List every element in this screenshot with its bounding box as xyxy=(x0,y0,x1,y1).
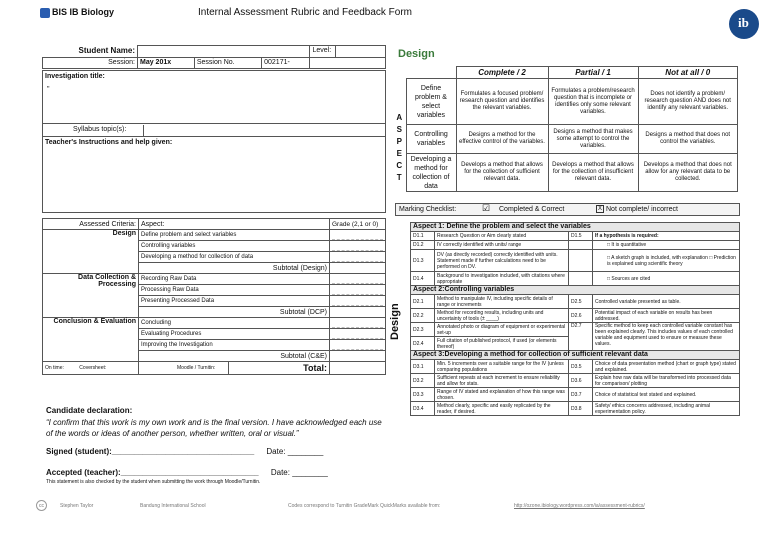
item-code: D1.5 xyxy=(569,232,593,241)
rubric-complete: Formulates a focused problem/ research question and identifies the relevant variables. xyxy=(456,79,548,125)
checklist-table xyxy=(410,222,740,416)
item-code: D3.4 xyxy=(411,402,435,416)
rubric-aspect: Developing a method for collection of data xyxy=(406,154,456,192)
item-text[interactable]: Potential impact of each variable on results has been addressed. xyxy=(593,309,740,323)
subtotal-cell[interactable] xyxy=(330,351,386,362)
subtotal-dcp: Subtotal (DCP) xyxy=(139,307,330,318)
aspect-row: Developing a method for collection of data xyxy=(139,252,330,263)
col-none: Not at all / 0 xyxy=(638,67,738,79)
item-text[interactable]: Method to manipulate IV, including specific details of range or increments xyxy=(435,295,569,309)
investigation-title-value: " xyxy=(47,85,50,93)
checklist-label: Marking Checklist: xyxy=(399,206,457,213)
assessed-criteria-header: Assessed Criteria: xyxy=(43,219,139,230)
aspect-vertical-label: A S P E C T xyxy=(393,79,406,192)
aspect-row: Presenting Processed Data xyxy=(139,296,330,307)
grade-cell[interactable] xyxy=(330,296,386,307)
on-time-label: On time: Coversheet: xyxy=(43,362,139,375)
ib-logo-icon: ib xyxy=(729,9,759,39)
session-value: May 201x xyxy=(138,58,195,69)
session-no-label: Session No. xyxy=(194,58,261,69)
grade-cell[interactable] xyxy=(330,285,386,296)
student-name-label: Student Name: xyxy=(78,46,135,55)
item-code: D2.1 xyxy=(411,295,435,309)
item-text[interactable]: If a hypothesis is required: xyxy=(593,232,740,241)
rubric-complete: Designs a method for the effective control of the variables. xyxy=(456,125,548,154)
item-code: D3.3 xyxy=(411,388,435,402)
incomplete-label: Not complete/ incorrect xyxy=(606,206,678,213)
signed-student[interactable]: Signed (student):________________________________ xyxy=(46,447,255,456)
student-info xyxy=(42,45,386,69)
criteria-design: Design xyxy=(43,230,139,274)
brand-title: BIS IB Biology xyxy=(52,7,115,17)
subtotal-ce: Subtotal (C&E) xyxy=(139,351,330,362)
cc-icon: cc xyxy=(36,500,47,511)
level-label: Level: xyxy=(310,46,336,58)
checkbox-x-icon: X xyxy=(597,206,602,212)
item-text[interactable]: Choice of statistical test stated and explained. xyxy=(593,388,740,402)
grade-cell[interactable] xyxy=(330,340,386,351)
item-code: D2.5 xyxy=(569,295,593,309)
aspect-header: Aspect: xyxy=(139,219,330,230)
item-code: D3.1 xyxy=(411,360,435,374)
candidate-declaration xyxy=(46,406,386,485)
page-title: Internal Assessment Rubric and Feedback Form xyxy=(198,7,412,18)
session-no-value: 002171- xyxy=(262,58,310,69)
grade-cell[interactable] xyxy=(330,241,386,252)
item-text[interactable]: □ A sketch graph is included, with explanation □ Prediction is explained using scientific theory xyxy=(593,250,740,272)
item-code: D1.4 xyxy=(411,272,435,286)
subtotal-cell[interactable] xyxy=(330,263,386,274)
item-code xyxy=(569,272,593,286)
item-text[interactable]: Min. 5 increments over a suitable range for the IV (unless comparing populations xyxy=(435,360,569,374)
item-code: D2.7 xyxy=(569,323,593,351)
item-text[interactable]: Safety/ ethics concerns addressed, including animal experimentation policy. xyxy=(593,402,740,416)
marking-checklist-bar xyxy=(395,203,740,216)
item-code xyxy=(569,241,593,250)
item-code: D3.8 xyxy=(569,402,593,416)
grade-cell[interactable] xyxy=(330,329,386,340)
item-text[interactable]: Full citation of published protocol, if used (or elements thereof) xyxy=(435,337,569,351)
design-rubric xyxy=(393,66,738,192)
footer-url[interactable]: http://ozone.ibiology.wordpress.com/ia/assessment-rubrics/ xyxy=(514,503,645,509)
design-title: Design xyxy=(398,48,435,60)
aspect-row: Concluding xyxy=(139,318,330,329)
level-field[interactable] xyxy=(336,46,386,58)
aspect-row: Recording Raw Data xyxy=(139,274,330,285)
syllabus-field[interactable] xyxy=(143,125,385,136)
signature-student-row xyxy=(46,447,386,456)
item-text[interactable]: Annotated photo or diagram of equipment or experimental set-up xyxy=(435,323,569,337)
student-name-field[interactable] xyxy=(138,46,310,58)
declaration-note: This statement is also checked by the student when submitting the work through Moodle/Turnitin. xyxy=(46,479,261,485)
bis-logo xyxy=(40,8,50,18)
checklist-side-label: Design xyxy=(389,303,401,340)
item-text[interactable]: Method clearly, specific and easily replicated by the reader, if desired. xyxy=(435,402,569,416)
item-text[interactable]: Research Question or Aim clearly stated xyxy=(435,232,569,241)
item-text[interactable]: □ It is quantitative xyxy=(593,241,740,250)
criteria-dcp: Data Collection & Processing xyxy=(43,274,139,318)
item-code: D1.2 xyxy=(411,241,435,250)
session-label: Session: xyxy=(43,58,138,69)
investigation-title-label: Investigation title: xyxy=(45,73,105,80)
grade-header: Grade (2,1 or 0) xyxy=(330,219,386,230)
item-text[interactable]: Sufficient repeats at each increment to ensure reliability and allow for stats. xyxy=(435,374,569,388)
syllabus-label: Syllabus topic(s): xyxy=(73,126,127,133)
item-code: D1.3 xyxy=(411,250,435,272)
rubric-partial: Designs a method that makes some attempt to control the variables. xyxy=(548,125,638,154)
footer-author: Stephen Taylor xyxy=(60,503,94,509)
criteria-table xyxy=(42,218,386,375)
item-code: D1.1 xyxy=(411,232,435,241)
aspect-row: Evaluating Procedures xyxy=(139,329,330,340)
item-code: D2.6 xyxy=(569,309,593,323)
rubric-none: Does not identify a problem/ research question AND does not identify any relevant variables. xyxy=(638,79,738,125)
item-code: D2.4 xyxy=(411,337,435,351)
aspect-row: Processing Raw Data xyxy=(139,285,330,296)
subtotal-design: Subtotal (Design) xyxy=(139,263,330,274)
investigation-box xyxy=(42,70,386,213)
item-code: D3.6 xyxy=(569,374,593,388)
criteria-ce: Conclusion & Evaluation xyxy=(43,318,139,362)
checkbox-checked-icon: ☑ xyxy=(482,203,491,213)
item-code: D3.5 xyxy=(569,360,593,374)
rubric-aspect: Define problem & select variables xyxy=(406,79,456,125)
item-code: D2.3 xyxy=(411,323,435,337)
date-student[interactable]: Date: ________ xyxy=(266,447,324,456)
moodle-label: Moodle / Turnitin: xyxy=(139,362,229,375)
item-code: D3.7 xyxy=(569,388,593,402)
section-title: Aspect 2:Controlling variables xyxy=(411,286,740,295)
aspect-row: Controlling variables xyxy=(139,241,330,252)
item-text[interactable]: Explain how raw data will be transformed into processed data for comparison/ plotting xyxy=(593,374,740,388)
rubric-partial: Develops a method that allows for the collection of insufficient relevant data. xyxy=(548,154,638,192)
aspect-row: Define problem and select variables xyxy=(139,230,330,241)
total-cell[interactable] xyxy=(330,362,386,375)
rubric-partial: Formulates a problem/research question that is incomplete or identifies only some relevant variables. xyxy=(548,79,638,125)
item-text[interactable]: Range of IV stated and explanation of how this range was chosen. xyxy=(435,388,569,402)
session-blank xyxy=(310,58,386,69)
grade-cell[interactable] xyxy=(330,274,386,285)
subtotal-cell[interactable] xyxy=(330,307,386,318)
item-text[interactable]: Choice of data presentation method (chart or graph type) stated and explained. xyxy=(593,360,740,374)
total-label: Total: xyxy=(229,362,330,375)
declaration-heading: Candidate declaration: xyxy=(46,406,133,415)
item-text[interactable]: Method for recording results, including units and uncertainty of tools (± ____) xyxy=(435,309,569,323)
item-code: D2.2 xyxy=(411,309,435,323)
aspect-row: Improving the Investigation xyxy=(139,340,330,351)
date-teacher[interactable]: Date: ________ xyxy=(270,468,328,477)
rubric-none: Develops a method that does not allow for any relevant data to be collected. xyxy=(638,154,738,192)
rubric-complete: Develops a method that allows for the collection of sufficient relevant data. xyxy=(456,154,548,192)
footer-school: Bandung International School xyxy=(140,503,206,509)
item-code: D3.2 xyxy=(411,374,435,388)
item-text[interactable]: □ Sources are cited xyxy=(593,272,740,286)
rubric-none: Designs a method that does not control the variables. xyxy=(638,125,738,154)
footer-codes: Codes correspond to Turnitin GradeMark QuickMarks available from: xyxy=(288,503,441,509)
item-text[interactable]: DV (as directly recorded) correctly identified with units. Statement made if further calculations need to be performed on DV. xyxy=(435,250,569,272)
complete-label: Completed & Correct xyxy=(499,206,565,213)
item-text[interactable]: Controlled variable presented as table. xyxy=(593,295,740,309)
grade-cell[interactable] xyxy=(330,230,386,241)
item-text[interactable]: IV correctly identified with units/ range xyxy=(435,241,569,250)
col-partial: Partial / 1 xyxy=(548,67,638,79)
instructions-label: Teacher's Instructions and help given: xyxy=(45,139,173,146)
section-title: Aspect 1: Define the problem and select the variables xyxy=(411,223,740,232)
signature-teacher-row xyxy=(46,468,386,477)
item-text[interactable]: Specific method to keep each controlled variable constant has been explained clearly. This includes values of each controlled variable and equipment used to ensure or measure these values. xyxy=(593,323,740,351)
accepted-teacher[interactable]: Accepted (teacher):_______________________________ xyxy=(46,468,259,477)
declaration-text: “I confirm that this work is my own work and is the final version. I have acknowledged each use of the words or ideas of another person, whether written, oral or visual.” xyxy=(46,418,382,438)
grade-cell[interactable] xyxy=(330,318,386,329)
col-complete: Complete / 2 xyxy=(456,67,548,79)
grade-cell[interactable] xyxy=(330,252,386,263)
item-text[interactable]: Background to investigation included, with citations where appropriate xyxy=(435,272,569,286)
rubric-aspect: Controlling variables xyxy=(406,125,456,154)
item-code xyxy=(569,250,593,272)
footer xyxy=(36,502,756,514)
section-title: Aspect 3:Developing a method for collection of sufficient relevant data xyxy=(411,351,740,360)
